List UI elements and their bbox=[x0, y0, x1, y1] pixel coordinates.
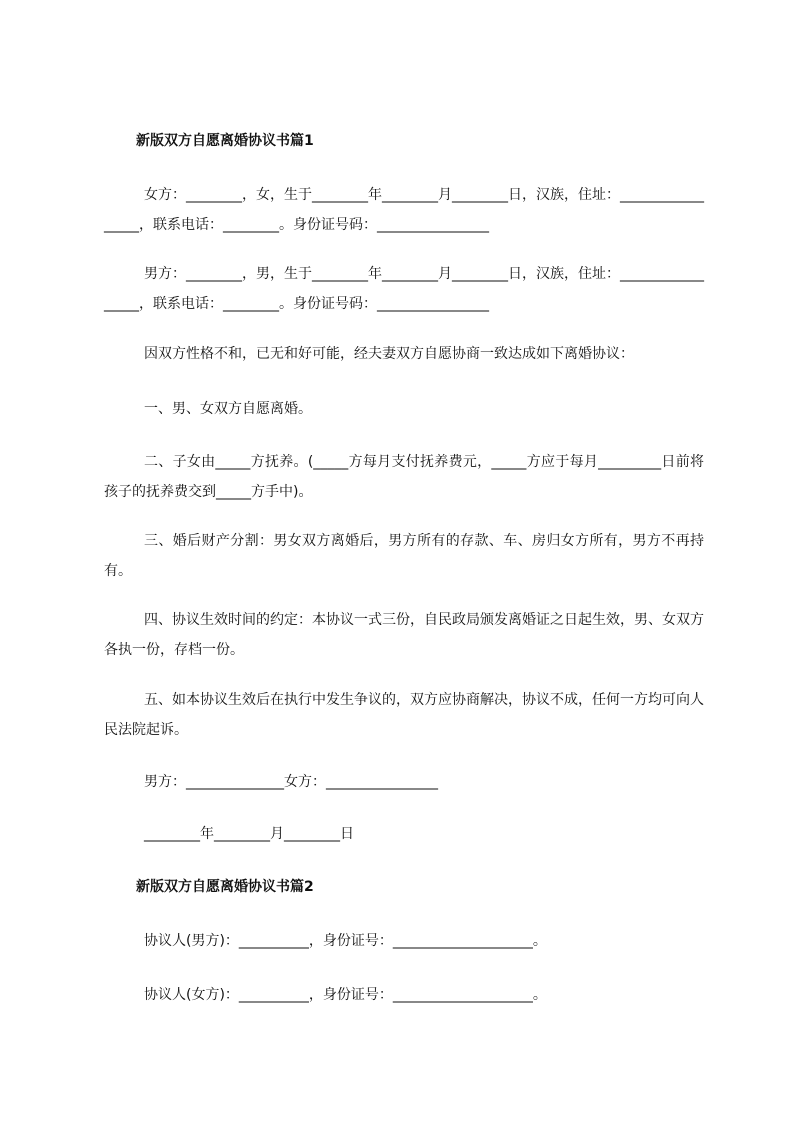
section-heading-1: 新版双方自愿离婚协议书篇1 bbox=[136, 133, 314, 149]
signature-line: 男方：______________女方：________________ bbox=[144, 774, 438, 790]
clause-3: 三、婚后财产分割：男女双方离婚后，男方所有的存款、车、房归女方所有，男方不再持有。 bbox=[104, 533, 704, 579]
date-line: ________年________月________日 bbox=[144, 826, 354, 842]
section-heading-2: 新版双方自愿离婚协议书篇2 bbox=[136, 879, 314, 895]
man-info-paragraph: 男方：________，男，生于________年________月________日，汉族，住址：_________________，联系电话：________。身份证号码：________________ bbox=[104, 266, 704, 312]
party-female-line: 协议人(女方)：__________，身份证号：____________________。 bbox=[144, 987, 547, 1003]
clause-5: 五、如本协议生效后在执行中发生争议的，双方应协商解决，协议不成，任何一方均可向人民法院起诉。 bbox=[104, 692, 704, 738]
clause-4: 四、协议生效时间的约定：本协议一式三份，自民政局颁发离婚证之日起生效，男、女双方各执一份，存档一份。 bbox=[104, 612, 704, 658]
woman-info-paragraph: 女方：________，女，生于________年________月________日，汉族，住址：_________________，联系电话：________。身份证号码：________________ bbox=[104, 187, 704, 233]
clause-2: 二、子女由_____方抚养。(_____方每月支付抚养费元，_____方应于每月_________日前将孩子的抚养费交到_____方手中)。 bbox=[104, 454, 704, 500]
party-male-line: 协议人(男方)：__________，身份证号：____________________。 bbox=[144, 933, 547, 949]
intro-paragraph: 因双方性格不和，已无和好可能，经夫妻双方自愿协商一致达成如下离婚协议： bbox=[144, 346, 634, 362]
clause-1: 一、男、女双方自愿离婚。 bbox=[144, 401, 312, 417]
